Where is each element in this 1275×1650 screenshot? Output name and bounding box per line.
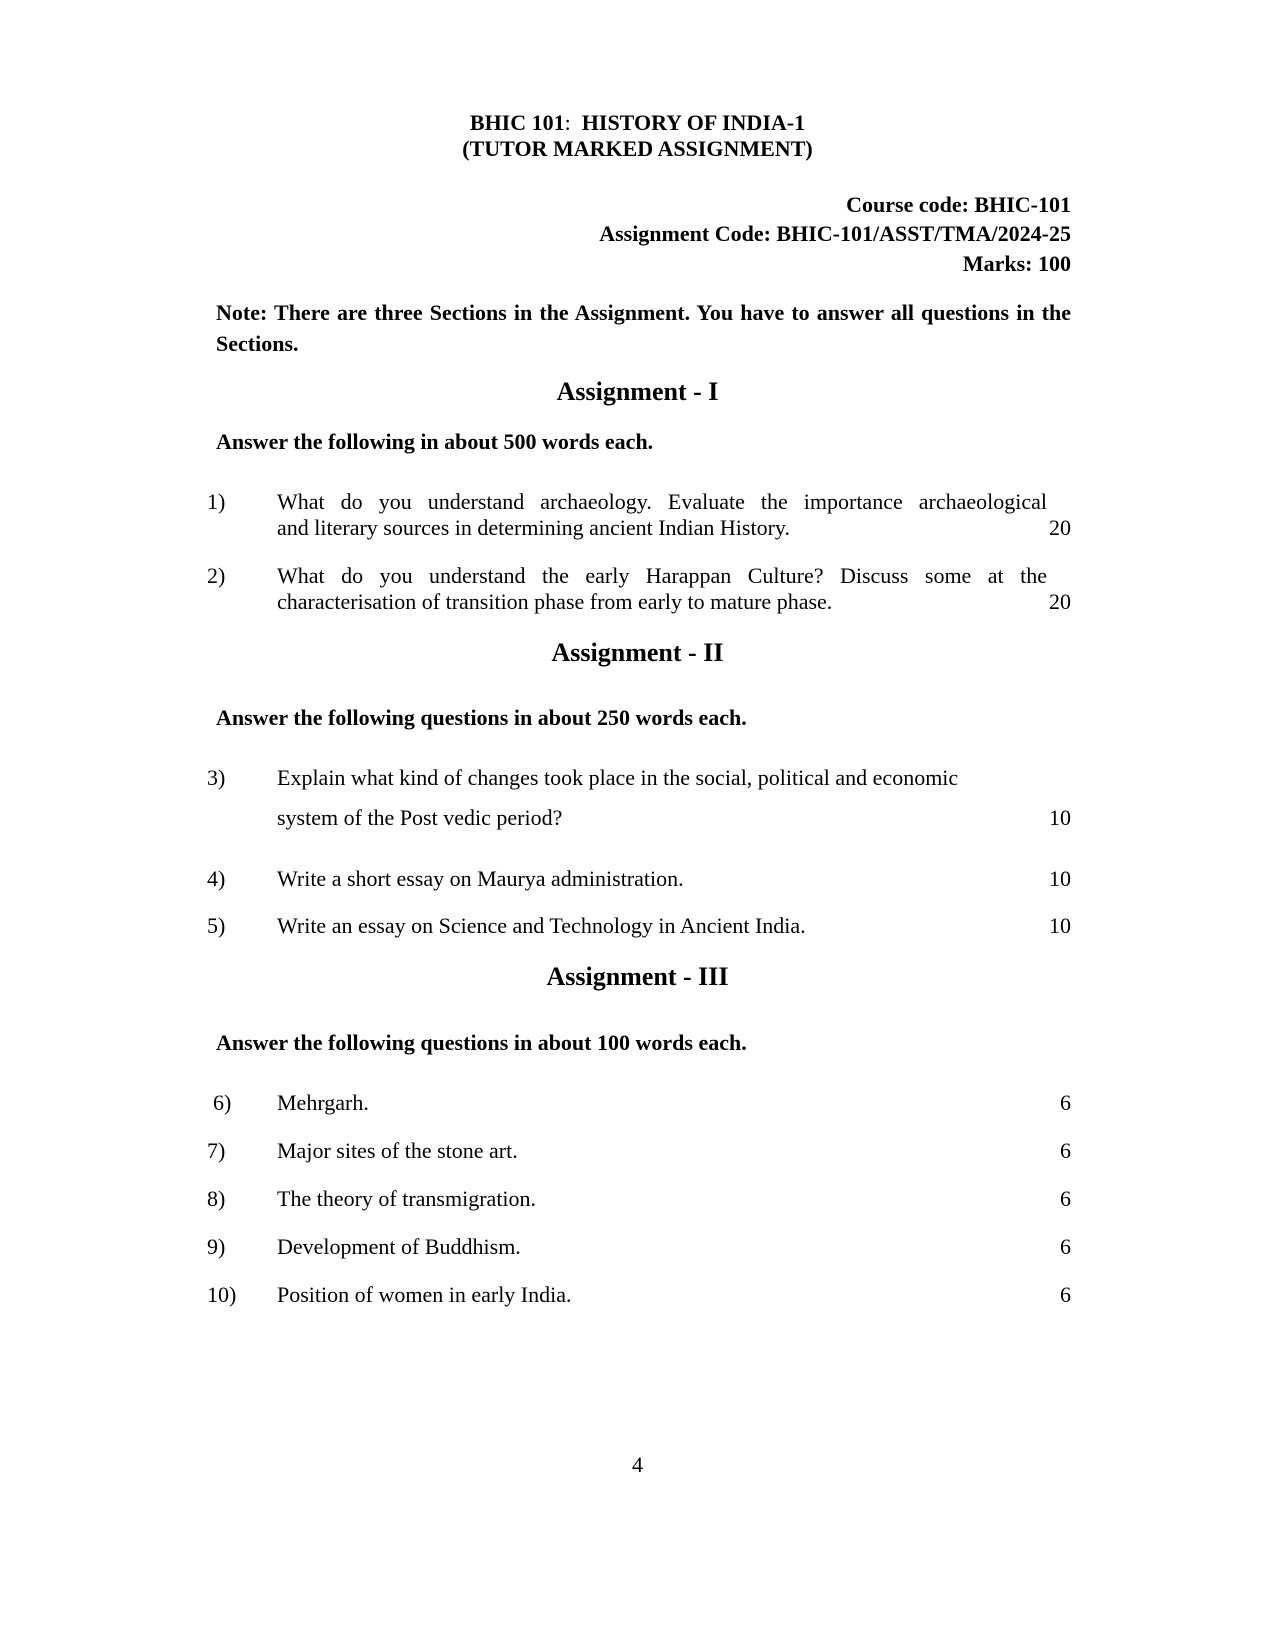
question-text: Write a short essay on Maurya administration. [277, 866, 684, 891]
question-text-line: system of the Post vedic period? [277, 805, 563, 830]
question-text: Write an essay on Science and Technology in Ancient India. [277, 913, 806, 938]
question-number: 6) [213, 1090, 232, 1115]
question-number: 4) [207, 866, 226, 891]
course-title-code: BHIC 101 [469, 110, 565, 135]
total-marks: Marks: 100 [962, 251, 1071, 276]
question-number: 3) [207, 765, 226, 790]
question-number: 7) [207, 1138, 226, 1163]
question-marks: 6 [1060, 1282, 1071, 1307]
section-instruction-2: Answer the following questions in about 250 words each. [216, 705, 747, 730]
question-number: 9) [207, 1234, 226, 1259]
question-text: Position of women in early India. [277, 1282, 572, 1307]
question-text: Mehrgarh. [277, 1090, 369, 1115]
page-number: 4 [632, 1452, 643, 1477]
section-heading-3: Assignment - III [546, 962, 729, 991]
question-text-line: characterisation of transition phase from early to mature phase. [277, 589, 833, 614]
title-separator: : [564, 110, 571, 135]
question-text: Major sites of the stone art. [277, 1138, 518, 1163]
question-marks: 10 [1049, 866, 1071, 891]
question-marks: 6 [1060, 1186, 1071, 1211]
course-title-name: HISTORY OF INDIA-1 [581, 110, 806, 135]
question-number: 8) [207, 1186, 226, 1211]
question-marks: 10 [1049, 805, 1071, 830]
question-marks: 20 [1049, 589, 1071, 614]
document-title [0, 110, 1275, 136]
question-marks: 6 [1060, 1138, 1071, 1163]
assignment-code: Assignment Code: BHIC-101/ASST/TMA/2024-25 [599, 221, 1071, 246]
section-instruction-1: Answer the following in about 500 words each. [216, 429, 654, 454]
question-marks: 6 [1060, 1234, 1071, 1259]
question-number: 1) [207, 489, 226, 514]
question-number: 2) [207, 563, 226, 588]
question-text-line: and literary sources in determining ancient Indian History. [277, 515, 790, 540]
question-marks: 10 [1049, 913, 1071, 938]
question-number: 10) [207, 1282, 237, 1307]
question-text-line: Explain what kind of changes took place in the social, political and economic [277, 765, 959, 790]
section-instruction-3: Answer the following questions in about 100 words each. [216, 1030, 747, 1055]
question-text: Development of Buddhism. [277, 1234, 521, 1259]
question-marks: 20 [1049, 515, 1071, 540]
section-heading-1: Assignment - I [556, 377, 719, 406]
assignment-note: Note: There are three Sections in the Assignment. You have to answer all questions in the Sections. [216, 300, 1071, 356]
course-code: Course code: BHIC-101 [846, 192, 1071, 217]
section-heading-2: Assignment - II [551, 638, 724, 667]
document-subtitle: (TUTOR MARKED ASSIGNMENT) [462, 136, 813, 161]
question-text: The theory of transmigration. [277, 1186, 537, 1211]
question-text-line: What do you understand archaeology. Evaluate the importance archaeological [277, 489, 1047, 514]
question-number: 5) [207, 913, 226, 938]
question-text-line: What do you understand the early Harappan Culture? Discuss some at the [277, 563, 1047, 588]
question-marks: 6 [1060, 1090, 1071, 1115]
